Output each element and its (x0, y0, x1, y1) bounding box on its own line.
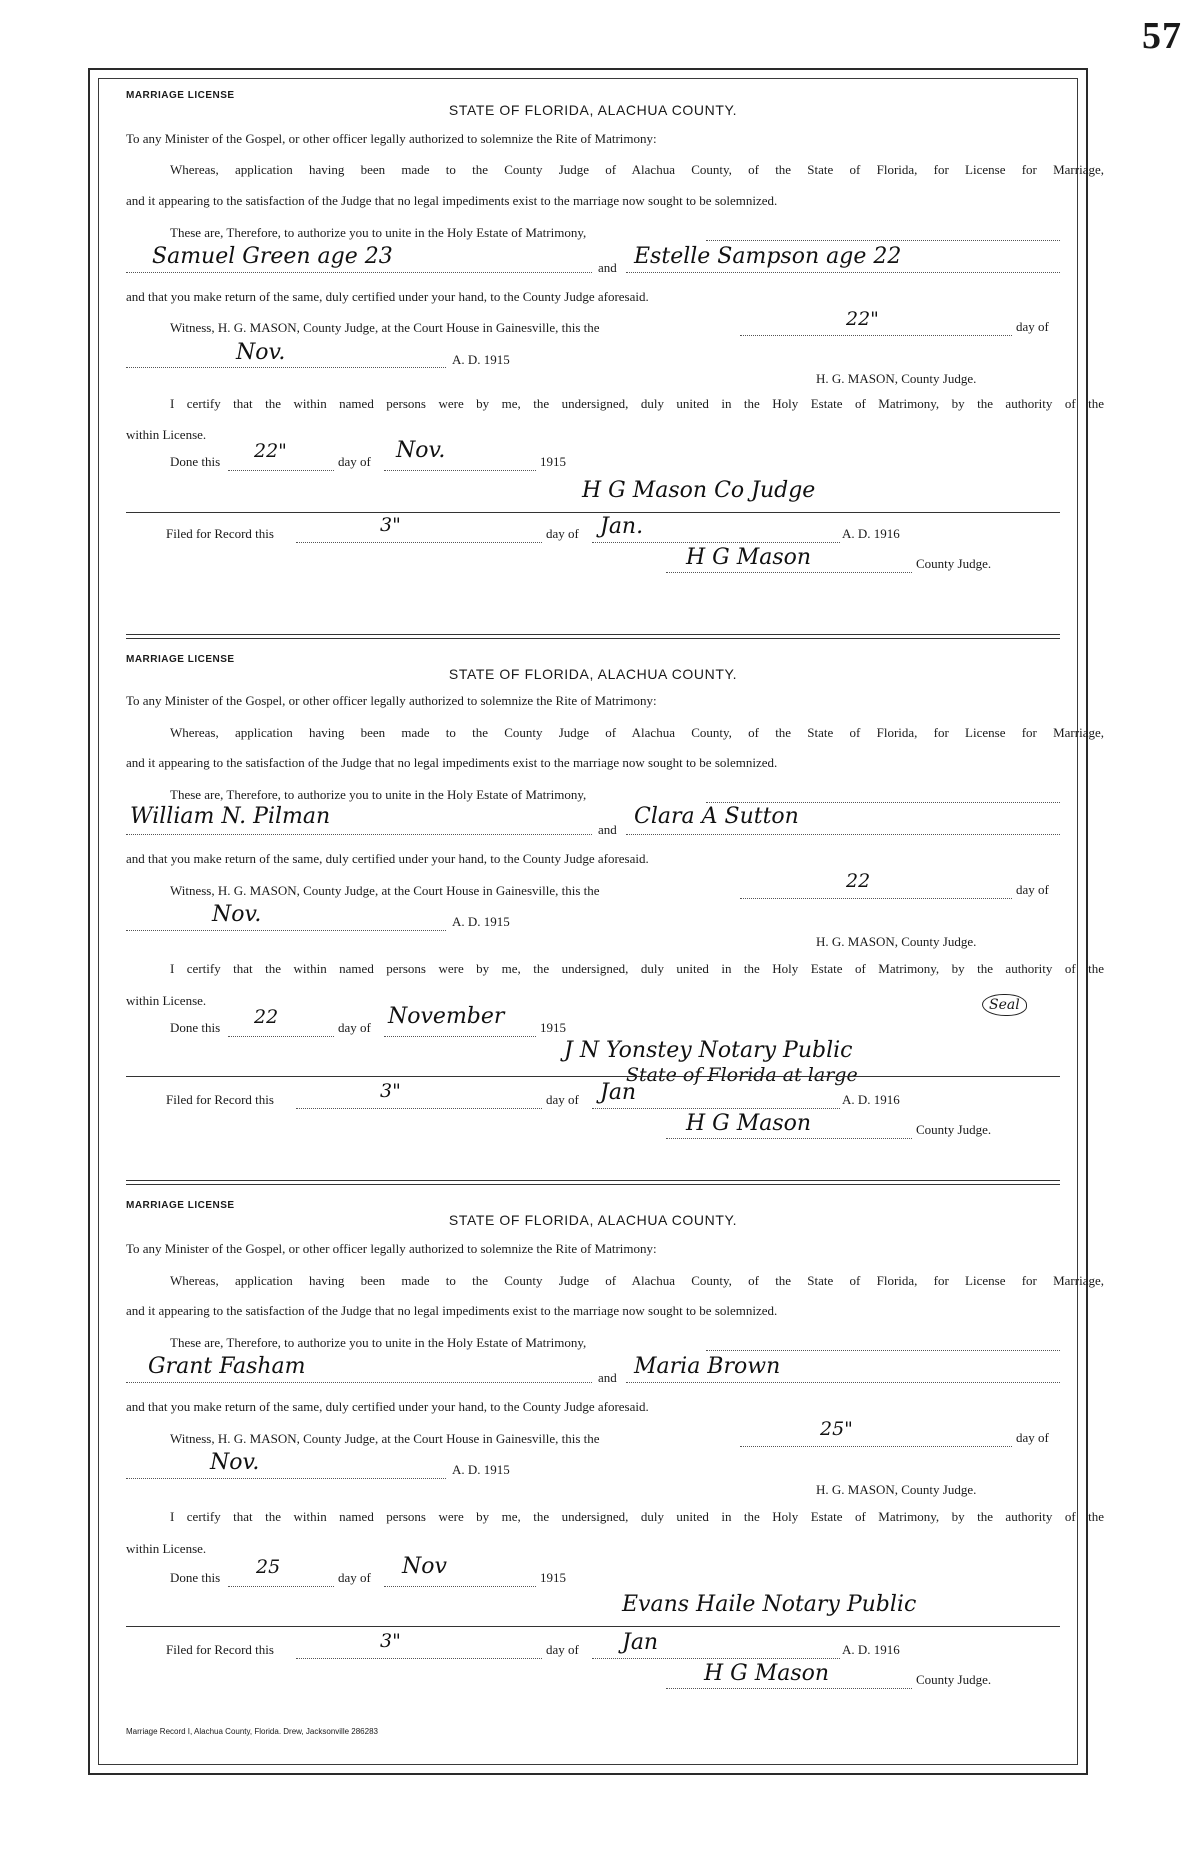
dotted-rule (126, 834, 592, 835)
witness-month: Nov. (210, 1450, 260, 1475)
groom-name: William N. Pilman (130, 804, 331, 829)
groom-name: Samuel Green age 23 (152, 244, 393, 269)
certify-line: I certify that the within named persons were by me, the undersigned, duly united in the Holy Estate of Matrimony, by the authority of the (170, 961, 1104, 976)
dotted-rule (296, 1658, 542, 1659)
record-frame (88, 68, 1104, 1775)
county-judge-label: County Judge. (916, 1122, 992, 1137)
whereas-line: Whereas, application having been made to the County Judge of Alachua County, of the State of Florida, for License for Marriage, (170, 725, 1104, 740)
filed-month: Jan (622, 1630, 659, 1655)
appearing-line: and it appearing to the satisfaction of the Judge that no legal impediments exist to the marriage now sought to be solemnized. (126, 755, 778, 770)
filed-month: Jan. (600, 514, 644, 539)
return-line: and that you make return of the same, duly certified under your hand, to the County Judge aforesaid. (126, 289, 649, 304)
dotted-rule (592, 1108, 840, 1109)
dotted-rule (228, 470, 334, 471)
day-of-label: day of (338, 1570, 371, 1585)
appearing-line: and it appearing to the satisfaction of the Judge that no legal impediments exist to the marriage now sought to be solemnized. (126, 1303, 778, 1318)
done-year: 1915 (540, 1020, 566, 1035)
bride-name: Maria Brown (634, 1354, 781, 1379)
dotted-rule (384, 1036, 536, 1037)
done-day: 25 (256, 1556, 281, 1578)
done-year: 1915 (540, 454, 566, 469)
dotted-rule (126, 1382, 592, 1383)
bride-name: Clara A Sutton (634, 804, 799, 829)
done-day: 22 (254, 1006, 279, 1028)
clerk-signature: H G Mason (704, 1661, 830, 1686)
these-are-line: These are, Therefore, to authorize you to unite in the Holy Estate of Matrimony, (170, 787, 587, 802)
dotted-rule (626, 1382, 1060, 1383)
filed-ad-year: A. D. 1916 (842, 1642, 900, 1657)
day-of-label: day of (546, 1092, 579, 1107)
within-license: within License. (126, 993, 207, 1008)
and-label: and (598, 1370, 617, 1385)
officiant-signature: Evans Haile Notary Public (622, 1592, 917, 1617)
groom-name: Grant Fasham (148, 1354, 306, 1379)
filed-label: Filed for Record this (166, 526, 274, 541)
return-line: and that you make return of the same, duly certified under your hand, to the County Judge aforesaid. (126, 851, 649, 866)
and-label: and (598, 822, 617, 837)
officiant-signature-line2: State of Florida at large (626, 1064, 858, 1086)
dotted-rule (126, 367, 446, 368)
certify-line: I certify that the within named persons were by me, the undersigned, duly united in the Holy Estate of Matrimony, by the authority of the (170, 396, 1104, 411)
dotted-rule (706, 240, 1060, 241)
dotted-rule (296, 542, 542, 543)
seal-mark: Seal (982, 994, 1027, 1016)
license-tag: MARRIAGE LICENSE (126, 1200, 235, 1211)
dotted-rule (228, 1586, 334, 1587)
appearing-line: and it appearing to the satisfaction of the Judge that no legal impediments exist to the marriage now sought to be solemnized. (126, 193, 778, 208)
bride-name: Estelle Sampson age 22 (634, 244, 902, 269)
done-month: Nov. (396, 438, 446, 463)
to-minister-line: To any Minister of the Gospel, or other officer legally authorized to solemnize the Rite of Matrimony: (126, 1241, 657, 1256)
day-of-label: day of (338, 454, 371, 469)
dotted-rule (384, 1586, 536, 1587)
done-year: 1915 (540, 1570, 566, 1585)
whereas-line: Whereas, application having been made to the County Judge of Alachua County, of the State of Florida, for License for Marriage, (170, 162, 1104, 177)
witness-line: Witness, H. G. MASON, County Judge, at the Court House in Gainesville, this the (170, 883, 600, 898)
filed-day: 3" (380, 1080, 401, 1102)
day-of-label: day of (546, 1642, 579, 1657)
to-minister-line: To any Minister of the Gospel, or other officer legally authorized to solemnize the Rite of Matrimony: (126, 131, 657, 146)
dotted-rule (740, 335, 1012, 336)
witness-line: Witness, H. G. MASON, County Judge, at the Court House in Gainesville, this the (170, 320, 600, 335)
done-this-label: Done this (170, 1570, 221, 1585)
certify-line: I certify that the within named persons were by me, the undersigned, duly united in the Holy Estate of Matrimony, by the authority of the (170, 1509, 1104, 1524)
filed-label: Filed for Record this (166, 1642, 274, 1657)
dotted-rule (592, 1658, 840, 1659)
within-license: within License. (126, 1541, 207, 1556)
day-of-label: day of (1016, 1430, 1049, 1445)
witness-month: Nov. (236, 340, 286, 365)
record-footer: Marriage Record I, Alachua County, Florida. Drew, Jacksonville 286283 (126, 1727, 378, 1736)
filed-month: Jan (600, 1080, 637, 1105)
dotted-rule (666, 572, 912, 573)
day-of-label: day of (546, 526, 579, 541)
these-are-line: These are, Therefore, to authorize you to unite in the Holy Estate of Matrimony, (170, 1335, 587, 1350)
clerk-signature: H G Mason (686, 1111, 812, 1136)
county-judge-label: County Judge. (916, 1672, 992, 1687)
within-license: within License. (126, 427, 207, 442)
dotted-rule (626, 272, 1060, 273)
dotted-rule (296, 1108, 542, 1109)
license-tag: MARRIAGE LICENSE (126, 654, 235, 665)
to-minister-line: To any Minister of the Gospel, or other officer legally authorized to solemnize the Rite of Matrimony: (126, 693, 657, 708)
filed-day: 3" (380, 1630, 401, 1652)
dotted-rule (706, 802, 1060, 803)
clerk-signature: H G Mason (686, 545, 812, 570)
signature-rule (126, 1626, 1060, 1627)
judge-line: H. G. MASON, County Judge. (816, 934, 977, 949)
judge-line: H. G. MASON, County Judge. (816, 1482, 977, 1497)
dotted-rule (384, 470, 536, 471)
day-of-label: day of (1016, 882, 1049, 897)
return-line: and that you make return of the same, duly certified under your hand, to the County Judge aforesaid. (126, 1399, 649, 1414)
dotted-rule (126, 1478, 446, 1479)
day-of-label: day of (1016, 319, 1049, 334)
ad-year: A. D. 1915 (452, 352, 510, 367)
dotted-rule (126, 272, 592, 273)
filed-day: 3" (380, 514, 401, 536)
license-separator (126, 1180, 1060, 1185)
and-label: and (598, 260, 617, 275)
ad-year: A. D. 1915 (452, 914, 510, 929)
license-state-heading: STATE OF FLORIDA, ALACHUA COUNTY. (448, 666, 738, 682)
done-this-label: Done this (170, 454, 221, 469)
dotted-rule (740, 898, 1012, 899)
license-separator (126, 634, 1060, 639)
page-number: 57 (1142, 15, 1182, 57)
filed-ad-year: A. D. 1916 (842, 526, 900, 541)
witness-month: Nov. (212, 902, 262, 927)
dotted-rule (228, 1036, 334, 1037)
dotted-rule (626, 834, 1060, 835)
done-this-label: Done this (170, 1020, 221, 1035)
signature-rule (126, 1076, 1060, 1077)
dotted-rule (592, 542, 840, 543)
these-are-line: These are, Therefore, to authorize you to unite in the Holy Estate of Matrimony, (170, 225, 587, 240)
done-day: 22" (254, 440, 287, 462)
day-of-label: day of (338, 1020, 371, 1035)
done-month: Nov (402, 1554, 447, 1579)
witness-day: 25" (820, 1418, 853, 1440)
filed-label: Filed for Record this (166, 1092, 274, 1107)
judge-line: H. G. MASON, County Judge. (816, 371, 977, 386)
witness-day: 22 (846, 870, 871, 892)
officiant-signature: H G Mason Co Judge (582, 478, 816, 503)
county-judge-label: County Judge. (916, 556, 992, 571)
license-state-heading: STATE OF FLORIDA, ALACHUA COUNTY. (448, 1212, 738, 1228)
witness-line: Witness, H. G. MASON, County Judge, at the Court House in Gainesville, this the (170, 1431, 600, 1446)
dotted-rule (666, 1688, 912, 1689)
dotted-rule (706, 1350, 1060, 1351)
license-state-heading: STATE OF FLORIDA, ALACHUA COUNTY. (448, 102, 738, 118)
ad-year: A. D. 1915 (452, 1462, 510, 1477)
dotted-rule (666, 1138, 912, 1139)
dotted-rule (740, 1446, 1012, 1447)
done-month: November (388, 1004, 505, 1029)
whereas-line: Whereas, application having been made to the County Judge of Alachua County, of the State of Florida, for License for Marriage, (170, 1273, 1104, 1288)
signature-rule (126, 512, 1060, 513)
dotted-rule (126, 930, 446, 931)
license-tag: MARRIAGE LICENSE (126, 90, 235, 101)
witness-day: 22" (846, 308, 879, 330)
officiant-signature: J N Yonstey Notary Public (564, 1038, 853, 1063)
filed-ad-year: A. D. 1916 (842, 1092, 900, 1107)
